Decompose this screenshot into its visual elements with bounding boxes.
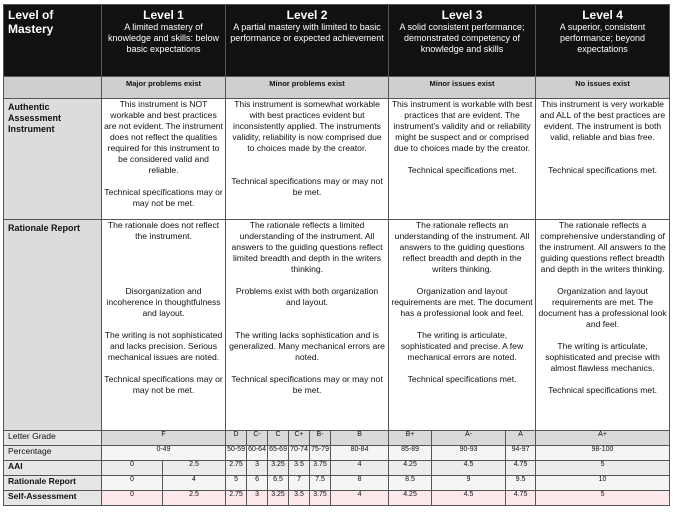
grade-letter: D: [226, 431, 247, 446]
instrument-l1-text: This instrument is NOT workable and best practices are not evident. The instrument does not reflect the qualities required for this instrument to be considered valid and reliable.: [104, 99, 223, 175]
level-4-subheader: No issues exist: [536, 77, 670, 99]
grade-letter: A-: [432, 431, 506, 446]
grade-percent: 50-59: [226, 446, 247, 461]
rationale-l1-p1: The rationale does not reflect the instrument.: [107, 220, 220, 241]
rr-score: 6.5: [268, 476, 289, 491]
self-assessment-row: [4, 491, 670, 506]
rr-score: 6: [247, 476, 268, 491]
grade-letter: A+: [536, 431, 670, 446]
rationale-level-2-cell: [226, 220, 389, 431]
rationale-l2-p3: The writing lacks sophistication and is generalized. Many mechanical errors are noted.: [229, 330, 385, 362]
sa-score: 3.25: [268, 491, 289, 506]
grade-percent: 98-100: [536, 446, 670, 461]
level-3-title: Level 3: [441, 8, 483, 22]
sa-score: 4.5: [432, 491, 506, 506]
rr-score: 7.5: [310, 476, 331, 491]
sa-score: 3: [247, 491, 268, 506]
rationale-l2-p1: The rationale reflects a limited understanding of the instrument. All answers to the guiding questions reflect limited breadth and depth in the writers thinking.: [231, 220, 383, 274]
grade-letter: C: [268, 431, 289, 446]
criteria-row-instrument: [4, 99, 670, 220]
rationale-l3-p1: The rationale reflects an understanding of the instrument. All answers to the guiding questions reflect breadth and depth in the writers thinking.: [394, 220, 530, 274]
letter-grade-row: [4, 431, 670, 446]
grade-percent: 70-74: [289, 446, 310, 461]
aai-score: 0: [102, 461, 163, 476]
aai-score: 4.5: [432, 461, 506, 476]
rationale-l3-p3: The writing is articulate, sophisticated and precise. A few mechanical errors are noted.: [400, 330, 524, 362]
rationale-level-4-cell: [536, 220, 670, 431]
instrument-l2-text: This instrument is somewhat workable with best practices evident but inconsistently applied. The instruments validity, reliability is now comprised due to choices made by the creator.: [232, 99, 382, 153]
grade-letter: B+: [389, 431, 432, 446]
sa-score: 3.75: [310, 491, 331, 506]
instrument-l3-text: This instrument is workable with best practices that are evident. The instrument's validity and or reliability might be suspect and or comprised due to choices made by the creator.: [391, 99, 533, 153]
aai-score: 3.5: [289, 461, 310, 476]
aai-score: 3.75: [310, 461, 331, 476]
self-assessment-label: Self-Assessment: [4, 491, 102, 506]
mastery-rubric-table: [3, 4, 670, 506]
aai-score: 2.5: [163, 461, 226, 476]
letter-grade-label: Letter Grade: [4, 431, 102, 446]
row-label-rationale: Rationale Report: [4, 220, 102, 431]
rr-score: 0: [102, 476, 163, 491]
instrument-l3-tech: Technical specifications met.: [407, 165, 517, 175]
grade-letter: B: [331, 431, 389, 446]
sa-score: 4.25: [389, 491, 432, 506]
rationale-l2-p2: Problems exist with both organization and layout.: [235, 286, 379, 307]
level-2-header: [226, 5, 389, 77]
rr-score: 9.5: [506, 476, 536, 491]
rationale-report-label: Rationale Report: [4, 476, 102, 491]
rationale-l3-p2: Organization and layout requirements are met. The document has a professional look and feel.: [391, 286, 533, 318]
grade-letter: B-: [310, 431, 331, 446]
level-2-subheader: Minor problems exist: [226, 77, 389, 99]
rationale-l4-p2: Organization and layout requirements are met. The document has a professional look and feel.: [538, 286, 667, 329]
rr-score: 8: [331, 476, 389, 491]
grade-letter: C+: [289, 431, 310, 446]
aai-score: 5: [536, 461, 670, 476]
grade-percent: 94-97: [506, 446, 536, 461]
instrument-level-1-cell: [102, 99, 226, 220]
percentage-label: Percentage: [4, 446, 102, 461]
rationale-l1-p3: The writing is not sophisticated and lacks precision. Serious mechanical issues are noted.: [104, 330, 223, 362]
grade-letter: A: [506, 431, 536, 446]
rationale-l1-p4: Technical specifications may or may not be met.: [104, 374, 223, 395]
rationale-report-score-row: [4, 476, 670, 491]
aai-score: 4: [331, 461, 389, 476]
aai-score: 2.75: [226, 461, 247, 476]
criteria-row-rationale: [4, 220, 670, 431]
grade-percent: 0-49: [102, 446, 226, 461]
level-2-description: A partial mastery with limited to basic performance or expected achievement: [230, 22, 384, 43]
rationale-l4-p3: The writing is articulate, sophisticated and precise with almost flawless mechanics.: [545, 341, 660, 373]
grade-percent: 80-84: [331, 446, 389, 461]
row-label-instrument: Authentic Assessment Instrument: [4, 99, 102, 220]
instrument-l1-tech: Technical specifications may or may not be met.: [104, 187, 223, 208]
grade-percent: 65-69: [268, 446, 289, 461]
aai-row: [4, 461, 670, 476]
sa-score: 4.75: [506, 491, 536, 506]
rationale-l2-p4: Technical specifications may or may not be met.: [231, 374, 383, 395]
rubric-table-wrapper: [3, 4, 670, 513]
level-3-description: A solid consistent performance; demonstrated competency of knowledge and skills: [399, 22, 525, 54]
rr-score: 5: [226, 476, 247, 491]
grade-percent: 75-79: [310, 446, 331, 461]
aai-score: 3: [247, 461, 268, 476]
level-4-header: [536, 5, 670, 77]
rationale-l1-p2: Disorganization and incoherence in thoughtfulness and layout.: [106, 286, 221, 318]
level-4-title: Level 4: [582, 8, 623, 22]
grade-letter: F: [102, 431, 226, 446]
rationale-l4-p1: The rationale reflects a comprehensive understanding of the instrument. All answers to the guiding questions reflect breadth and depth in the writers thinking.: [539, 220, 666, 274]
sa-score: 2.5: [163, 491, 226, 506]
level-1-title: Level 1: [143, 8, 184, 22]
sa-score: 0: [102, 491, 163, 506]
grade-percent: 90-93: [432, 446, 506, 461]
subheader-corner: [4, 77, 102, 99]
sa-score: 2.75: [226, 491, 247, 506]
instrument-level-4-cell: [536, 99, 670, 220]
percentage-row: [4, 446, 670, 461]
rr-score: 10: [536, 476, 670, 491]
instrument-l4-tech: Technical specifications met.: [548, 165, 657, 175]
grade-percent: 60-64: [247, 446, 268, 461]
instrument-level-2-cell: [226, 99, 389, 220]
rr-score: 7: [289, 476, 310, 491]
aai-score: 4.75: [506, 461, 536, 476]
level-header-row: [4, 5, 670, 77]
grade-letter: C-: [247, 431, 268, 446]
instrument-level-3-cell: [389, 99, 536, 220]
level-3-subheader: Minor issues exist: [389, 77, 536, 99]
level-1-description: A limited mastery of knowledge and skills: below basic expectations: [107, 22, 220, 54]
rationale-l3-p4: Technical specifications met.: [407, 374, 517, 384]
level-1-subheader: Major problems exist: [102, 77, 226, 99]
aai-label: AAI: [4, 461, 102, 476]
level-1-header: [102, 5, 226, 77]
sa-score: 5: [536, 491, 670, 506]
level-4-description: A superior, consistent performance; beyond expectations: [559, 22, 646, 54]
sa-score: 3.5: [289, 491, 310, 506]
level-2-title: Level 2: [286, 8, 328, 22]
rationale-level-3-cell: [389, 220, 536, 431]
sa-score: 4: [331, 491, 389, 506]
rr-score: 4: [163, 476, 226, 491]
grade-percent: 85-89: [389, 446, 432, 461]
rationale-l4-p4: Technical specifications met.: [548, 385, 657, 395]
level-3-header: [389, 5, 536, 77]
instrument-l2-tech: Technical specifications may or may not be met.: [231, 176, 383, 197]
rr-score: 9: [432, 476, 506, 491]
rr-score: 8.5: [389, 476, 432, 491]
instrument-l4-text: This instrument is very workable and ALL of the best practices are evident. The instrument is both valid, reliable and bias free.: [539, 99, 666, 142]
rationale-level-1-cell: [102, 220, 226, 431]
problem-level-row: [4, 77, 670, 99]
aai-score: 4.25: [389, 461, 432, 476]
aai-score: 3.25: [268, 461, 289, 476]
level-of-mastery-heading: Level of Mastery: [4, 5, 102, 77]
